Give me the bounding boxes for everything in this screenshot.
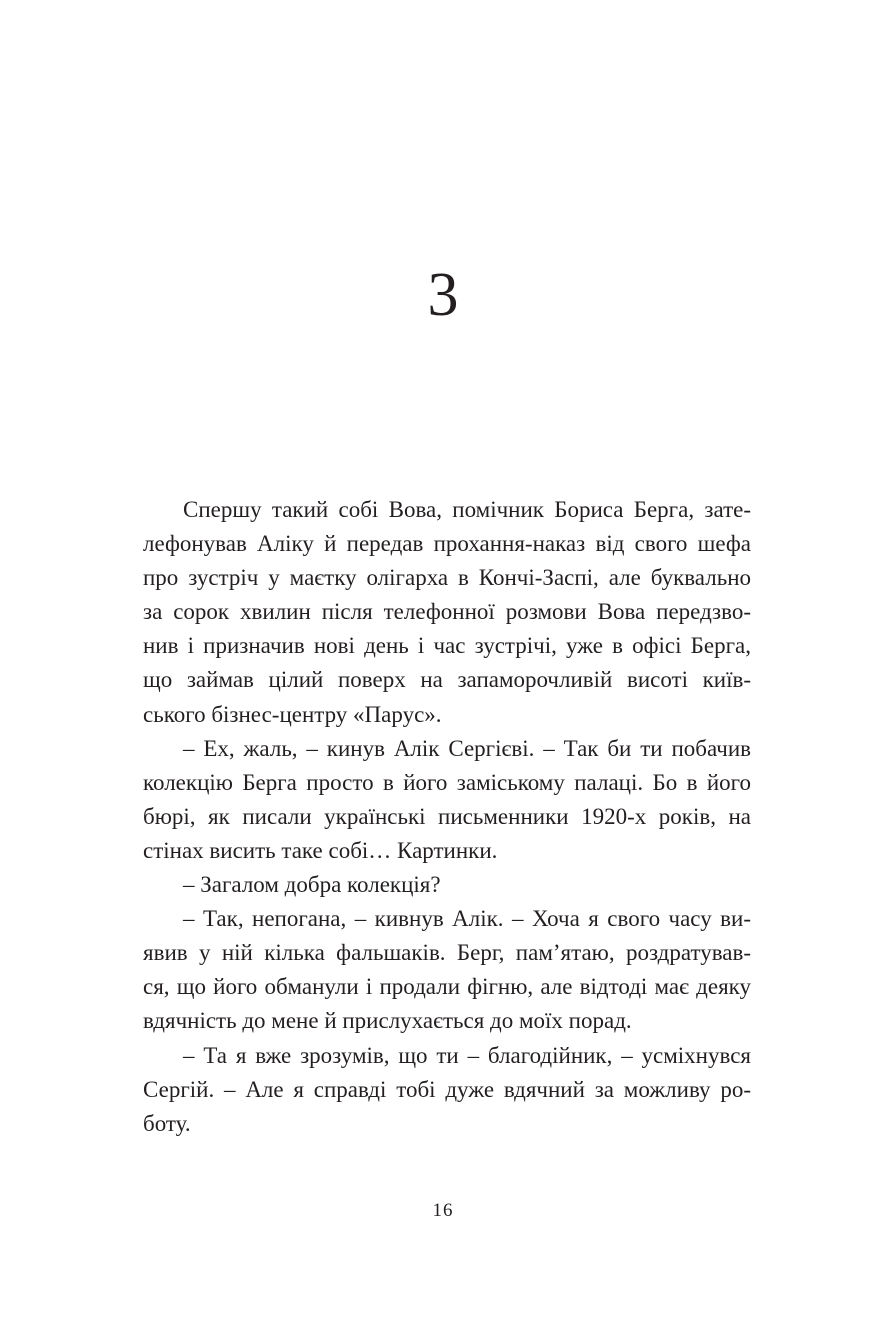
text-line: – Загалом добра колекція? <box>183 872 441 898</box>
text-line: нив і призначив нові день і час зустрічі, уже в офісі Берга, <box>143 633 751 659</box>
text-line: що займав цілий поверх на запаморочливій висоті київ- <box>143 667 751 693</box>
text-line: боту. <box>143 1110 191 1136</box>
text-line: Спершу такий собі Вова, помічник Бориса Берга, зате- <box>183 497 751 522</box>
text-line: за сорок хвилин після телефонної розмови Вова передзво- <box>143 599 751 625</box>
text-line: ського бізнес-центру «Парус». <box>143 701 442 727</box>
text-line: – Та я вже зрозумів, що ти – благодійник, – усміхнувся <box>183 1042 751 1068</box>
text-line: – Ех, жаль, – кинув Алік Сергієві. – Так би ти побачив <box>183 735 751 761</box>
text-line: бюрі, як писали українські письменники 1920-х років, на <box>143 803 751 829</box>
text-line: лефонував Аліку й передав прохання-наказ від свого шефа <box>143 531 751 557</box>
body-text <box>143 493 751 1141</box>
text-line: ся, що його обманули і продали фігню, але відтоді має деяку <box>143 974 751 1000</box>
text-line: Сергій. – Але я справді тобі дуже вдячний за можливу ро- <box>143 1076 751 1102</box>
text-line: явив у ній кілька фальшаків. Берг, пам’ятаю, роздратував- <box>143 940 751 966</box>
text-line: про зустріч у маєтку олігарха в Кончі-Заспі, але буквально <box>143 565 751 591</box>
text-line: – Так, непогана, – кивнув Алік. – Хоча я свого часу ви- <box>183 906 751 932</box>
text-line: вдячність до мене й прислухається до моїх порад. <box>143 1008 632 1034</box>
page-number: 16 <box>432 1200 454 1221</box>
text-line: стінах висить таке собі… Картинки. <box>143 837 498 863</box>
chapter-number: 3 <box>427 261 459 329</box>
text-line: колекцію Берга просто в його заміському палаці. Бо в його <box>143 769 751 795</box>
